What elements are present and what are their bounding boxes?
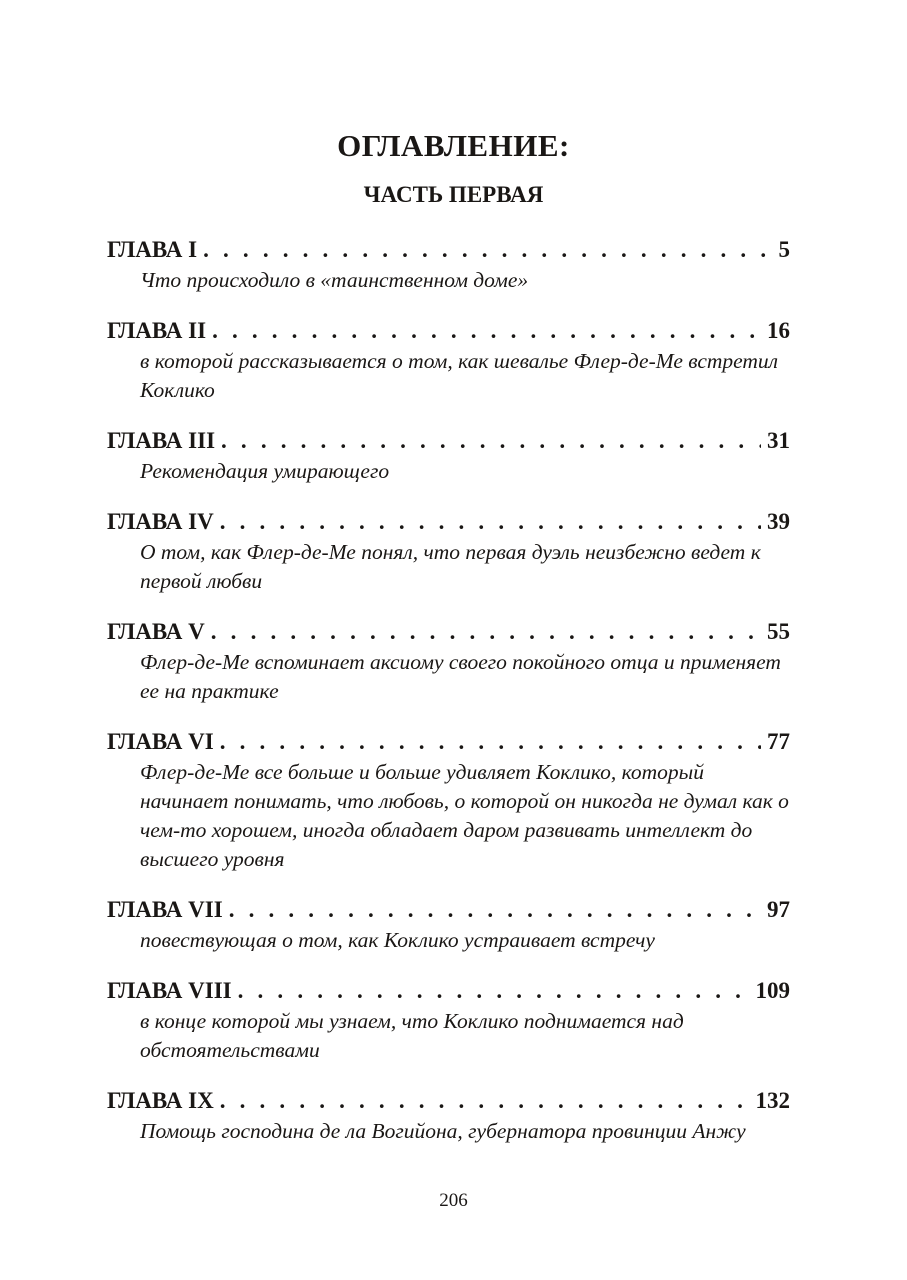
- chapter-page-number: 55: [767, 619, 790, 644]
- chapter-subtitle: в которой рассказывается о том, как шевалье Флер-де-Ме встретил Коклико: [140, 349, 779, 402]
- toc-entry: [107, 616, 790, 706]
- chapter-label: ГЛАВА IX: [107, 1088, 214, 1113]
- toc-entry-heading: [107, 506, 790, 538]
- toc-entry: [107, 315, 790, 405]
- chapter-subtitle: в конце которой мы узнаем, что Коклико поднимается над обстоятельствами: [140, 1009, 684, 1062]
- dot-leader: [220, 506, 761, 538]
- toc-entry: [107, 234, 790, 295]
- chapter-label: ГЛАВА II: [107, 318, 207, 343]
- table-of-contents: [107, 234, 790, 1166]
- chapter-page-number: 132: [755, 1088, 790, 1113]
- chapter-page-number: 31: [767, 428, 790, 453]
- chapter-label: ГЛАВА VIII: [107, 978, 232, 1003]
- toc-entry-heading: [107, 425, 790, 457]
- page-title: ОГЛАВЛЕНИЕ:: [337, 128, 570, 163]
- toc-entry: [107, 726, 790, 874]
- chapter-page-number: 5: [778, 237, 790, 262]
- toc-entry-heading: [107, 234, 790, 266]
- toc-entry: [107, 975, 790, 1065]
- toc-entry-heading: [107, 975, 790, 1007]
- toc-entry: [107, 1085, 790, 1146]
- toc-entry: [107, 506, 790, 596]
- dot-leader: [212, 315, 761, 347]
- chapter-label: ГЛАВА VII: [107, 897, 223, 922]
- chapter-subtitle: Что происходило в «таинственном доме»: [140, 268, 529, 292]
- dot-leader: [238, 975, 750, 1007]
- chapter-subtitle: Помощь господина де ла Вогийона, губернатора провинции Анжу: [140, 1119, 746, 1143]
- toc-entry-heading: [107, 894, 790, 926]
- chapter-page-number: 77: [767, 729, 790, 754]
- chapter-label: ГЛАВА V: [107, 619, 205, 644]
- chapter-page-number: 39: [767, 509, 790, 534]
- toc-entry-heading: [107, 315, 790, 347]
- chapter-subtitle: повествующая о том, как Коклико устраивает встречу: [140, 928, 655, 952]
- toc-entry-heading: [107, 616, 790, 648]
- toc-entry: [107, 894, 790, 955]
- chapter-subtitle: О том, как Флер-де-Ме понял, что первая дуэль неизбежно ведет к первой любви: [140, 540, 761, 593]
- dot-leader: [211, 616, 761, 648]
- dot-leader: [229, 894, 761, 926]
- dot-leader: [220, 1085, 750, 1117]
- chapter-label: ГЛАВА I: [107, 237, 198, 262]
- dot-leader: [221, 425, 761, 457]
- chapter-subtitle: Флер-де-Ме все больше и больше удивляет Коклико, который начинает понимать, что любовь, о которой он никогда не думал как о чем-то хорошем, иногда обладает даром развивать интеллект до высшего уровня: [140, 760, 789, 871]
- chapter-subtitle: Рекомендация умирающего: [140, 459, 390, 483]
- chapter-label: ГЛАВА III: [107, 428, 216, 453]
- dot-leader: [203, 234, 772, 266]
- page-number: 206: [439, 1190, 468, 1211]
- chapter-page-number: 97: [767, 897, 790, 922]
- chapter-label: ГЛАВА VI: [107, 729, 214, 754]
- chapter-page-number: 109: [755, 978, 790, 1003]
- part-title: ЧАСТЬ ПЕРВАЯ: [363, 182, 544, 207]
- chapter-label: ГЛАВА IV: [107, 509, 214, 534]
- toc-entry-heading: [107, 1085, 790, 1117]
- dot-leader: [220, 726, 761, 758]
- chapter-subtitle: Флер-де-Ме вспоминает аксиому своего покойного отца и применяет ее на практике: [140, 650, 781, 703]
- toc-entry-heading: [107, 726, 790, 758]
- chapter-page-number: 16: [767, 318, 790, 343]
- toc-entry: [107, 425, 790, 486]
